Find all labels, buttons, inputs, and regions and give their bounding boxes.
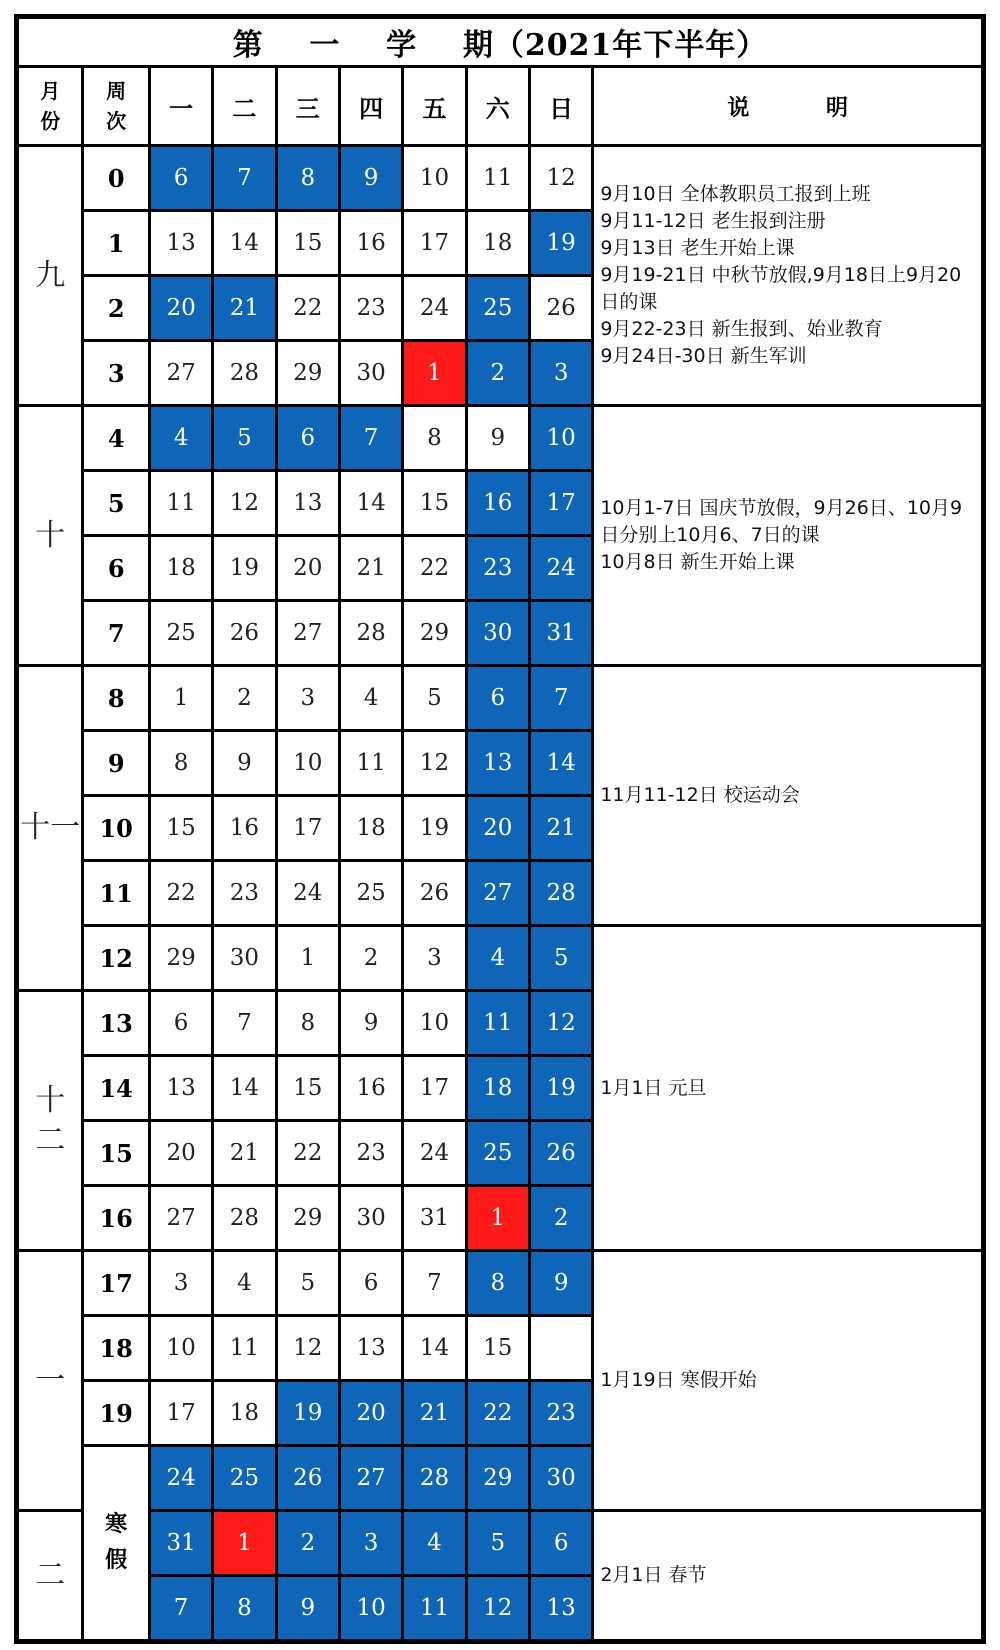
day-cell: 6	[149, 991, 212, 1056]
holiday-day-cell: 24	[149, 1446, 212, 1511]
holiday-day-cell: 19	[276, 1381, 339, 1446]
day-cell: 28	[339, 601, 402, 666]
weekday-header-wed: 三	[276, 67, 339, 146]
calendar-title: 第 一 学 期（2021年下半年）	[17, 17, 984, 67]
note-line: 9月13日 老生开始上课	[600, 237, 795, 259]
day-cell: 15	[149, 796, 212, 861]
week-number: 14	[83, 1056, 149, 1121]
day-cell: 29	[276, 341, 339, 406]
weekday-header-fri: 五	[403, 67, 466, 146]
note-line: 1月1日 元旦	[600, 1076, 707, 1099]
day-cell: 22	[403, 536, 466, 601]
day-cell: 22	[149, 861, 212, 926]
holiday-day-cell: 6	[149, 146, 212, 211]
holiday-day-cell: 30	[466, 601, 529, 666]
day-cell: 26	[529, 276, 592, 341]
day-cell: 15	[276, 1056, 339, 1121]
day-cell: 27	[149, 1186, 212, 1251]
holiday-day-cell: 25	[466, 276, 529, 341]
day-cell: 14	[213, 211, 276, 276]
day-cell: 18	[149, 536, 212, 601]
day-cell: 12	[276, 1316, 339, 1381]
day-cell: 31	[403, 1186, 466, 1251]
day-cell: 17	[403, 211, 466, 276]
day-cell: 2	[213, 666, 276, 731]
week-number: 3	[83, 341, 149, 406]
holiday-day-cell: 9	[339, 146, 402, 211]
week-number: 9	[83, 731, 149, 796]
holiday-day-cell: 8	[213, 1576, 276, 1642]
month-label-text: 十 二	[35, 1082, 66, 1158]
week-row	[17, 926, 984, 991]
month-label-text: 十一	[20, 810, 81, 845]
month-label-text: 九	[35, 257, 66, 293]
day-cell: 21	[213, 1121, 276, 1186]
week-row	[17, 1251, 984, 1316]
day-cell: 11	[339, 731, 402, 796]
day-cell: 16	[339, 1056, 402, 1121]
holiday-day-cell: 19	[529, 211, 592, 276]
holiday-day-cell: 22	[466, 1381, 529, 1446]
month-column-header	[17, 67, 83, 146]
note-line: 9月10日 全体教职员工报到上班	[600, 183, 871, 205]
day-cell: 28	[213, 1186, 276, 1251]
holiday-day-cell: 19	[529, 1056, 592, 1121]
festival-day-cell: 1	[403, 341, 466, 406]
week-number: 11	[83, 861, 149, 926]
note-line: 9月22-23日 新生报到、始业教育	[600, 318, 883, 340]
day-cell: 30	[339, 341, 402, 406]
day-cell: 30	[339, 1186, 402, 1251]
holiday-day-cell: 11	[466, 991, 529, 1056]
day-cell: 4	[339, 666, 402, 731]
holiday-day-cell: 23	[466, 536, 529, 601]
week-number: 5	[83, 471, 149, 536]
holiday-day-cell: 13	[529, 1576, 592, 1642]
holiday-day-cell: 21	[529, 796, 592, 861]
month-label-text: 二	[35, 1557, 66, 1593]
week-column-header	[83, 67, 149, 146]
holiday-day-cell: 2	[466, 341, 529, 406]
note-line: 9月11-12日 老生报到注册	[600, 210, 826, 232]
week-number: 6	[83, 536, 149, 601]
day-cell: 16	[339, 211, 402, 276]
holiday-day-cell: 4	[466, 926, 529, 991]
holiday-day-cell: 8	[276, 146, 339, 211]
week-number: 10	[83, 796, 149, 861]
note-line: 10月1-7日 国庆节放假，9月26日、10月9日分别上10月6、7日的课	[600, 497, 963, 546]
holiday-day-cell: 20	[339, 1381, 402, 1446]
title-row	[17, 17, 984, 67]
day-cell: 19	[403, 796, 466, 861]
holiday-day-cell: 11	[403, 1576, 466, 1642]
holiday-day-cell: 16	[466, 471, 529, 536]
day-cell: 12	[213, 471, 276, 536]
day-cell: 11	[213, 1316, 276, 1381]
day-cell: 17	[276, 796, 339, 861]
holiday-day-cell: 13	[466, 731, 529, 796]
holiday-day-cell: 24	[529, 536, 592, 601]
holiday-day-cell: 7	[213, 146, 276, 211]
week-number: 2	[83, 276, 149, 341]
holiday-day-cell: 6	[276, 406, 339, 471]
week-number: 1	[83, 211, 149, 276]
holiday-day-cell: 8	[466, 1251, 529, 1316]
holiday-day-cell: 7	[149, 1576, 212, 1642]
weekday-header-tue: 二	[213, 67, 276, 146]
holiday-day-cell: 9	[529, 1251, 592, 1316]
day-cell: 10	[403, 146, 466, 211]
month-column-header-text: 月 份	[40, 79, 61, 133]
day-cell: 27	[276, 601, 339, 666]
day-cell: 23	[339, 1121, 402, 1186]
holiday-day-cell: 4	[403, 1511, 466, 1576]
day-cell: 13	[339, 1316, 402, 1381]
holiday-day-cell: 12	[466, 1576, 529, 1642]
day-cell: 10	[276, 731, 339, 796]
note-line: 9月19-21日 中秋节放假,9月18日上9月20日的课	[600, 264, 962, 313]
day-cell: 1	[276, 926, 339, 991]
holiday-day-cell: 5	[529, 926, 592, 991]
note-line: 2月1日 春节	[600, 1564, 707, 1586]
note-line: 1月19日 寒假开始	[600, 1369, 757, 1391]
holiday-day-cell: 25	[213, 1446, 276, 1511]
holiday-day-cell: 30	[529, 1446, 592, 1511]
day-cell: 29	[149, 926, 212, 991]
month-label	[17, 991, 83, 1251]
holiday-day-cell: 23	[529, 1381, 592, 1446]
holiday-day-cell: 3	[339, 1511, 402, 1576]
festival-day-cell: 1	[213, 1511, 276, 1576]
day-cell: 12	[403, 731, 466, 796]
holiday-day-cell: 12	[529, 991, 592, 1056]
day-cell: 20	[276, 536, 339, 601]
day-cell: 15	[466, 1316, 529, 1381]
holiday-day-cell: 14	[529, 731, 592, 796]
day-cell: 15	[403, 471, 466, 536]
holiday-day-cell: 27	[339, 1446, 402, 1511]
holiday-day-cell: 20	[466, 796, 529, 861]
holiday-day-cell: 28	[403, 1446, 466, 1511]
note-line: 10月8日 新生开始上课	[600, 551, 795, 573]
holiday-day-cell: 5	[213, 406, 276, 471]
day-cell: 14	[403, 1316, 466, 1381]
holiday-day-cell: 31	[529, 601, 592, 666]
month-label	[17, 406, 83, 666]
day-cell: 23	[339, 276, 402, 341]
holiday-day-cell: 5	[466, 1511, 529, 1576]
holiday-day-cell: 25	[466, 1121, 529, 1186]
day-cell: 2	[339, 926, 402, 991]
note-line: 11月11-12日 校运动会	[600, 784, 800, 806]
day-cell: 11	[149, 471, 212, 536]
winter-break-text: 寒 假	[105, 1512, 128, 1573]
holiday-day-cell: 26	[276, 1446, 339, 1511]
holiday-day-cell: 31	[149, 1511, 212, 1576]
holiday-day-cell: 21	[213, 276, 276, 341]
day-cell: 27	[149, 341, 212, 406]
day-cell: 22	[276, 1121, 339, 1186]
holiday-day-cell: 18	[466, 1056, 529, 1121]
month-label	[17, 1511, 83, 1642]
holiday-day-cell: 17	[529, 471, 592, 536]
day-cell: 9	[466, 406, 529, 471]
month-label	[17, 146, 83, 406]
day-cell: 3	[149, 1251, 212, 1316]
holiday-day-cell: 27	[466, 861, 529, 926]
day-cell: 10	[403, 991, 466, 1056]
week-number: 16	[83, 1186, 149, 1251]
week-number: 15	[83, 1121, 149, 1186]
day-cell: 25	[339, 861, 402, 926]
day-cell: 22	[276, 276, 339, 341]
week-number: 8	[83, 666, 149, 731]
holiday-day-cell: 3	[529, 341, 592, 406]
day-cell: 6	[339, 1251, 402, 1316]
day-cell: 13	[276, 471, 339, 536]
day-cell: 17	[403, 1056, 466, 1121]
day-cell: 4	[213, 1251, 276, 1316]
week-row	[17, 406, 984, 471]
week-number: 17	[83, 1251, 149, 1316]
holiday-day-cell: 21	[403, 1381, 466, 1446]
day-cell: 8	[149, 731, 212, 796]
week-number: 18	[83, 1316, 149, 1381]
notes-cell	[593, 146, 984, 406]
day-cell: 7	[213, 991, 276, 1056]
holiday-day-cell: 20	[149, 276, 212, 341]
day-cell: 26	[213, 601, 276, 666]
day-cell: 24	[276, 861, 339, 926]
week-column-header-text: 周 次	[106, 79, 127, 133]
week-number: 13	[83, 991, 149, 1056]
week-row	[17, 666, 984, 731]
day-cell: 24	[403, 276, 466, 341]
holiday-day-cell: 26	[529, 1121, 592, 1186]
winter-break-label	[83, 1446, 149, 1642]
note-line: 9月24日-30日 新生军训	[600, 345, 807, 367]
holiday-day-cell: 10	[529, 406, 592, 471]
notes-column-header: 说 明	[593, 67, 984, 146]
weekday-header-mon: 一	[149, 67, 212, 146]
day-cell: 13	[149, 1056, 212, 1121]
day-cell: 19	[213, 536, 276, 601]
holiday-day-cell: 7	[339, 406, 402, 471]
holiday-day-cell: 28	[529, 861, 592, 926]
day-cell: 8	[403, 406, 466, 471]
day-cell: 21	[339, 536, 402, 601]
week-number: 12	[83, 926, 149, 991]
notes-cell	[593, 1511, 984, 1642]
day-cell: 28	[213, 341, 276, 406]
day-cell: 30	[213, 926, 276, 991]
holiday-day-cell: 29	[466, 1446, 529, 1511]
day-cell: 9	[339, 991, 402, 1056]
day-cell: 7	[403, 1251, 466, 1316]
header-row	[17, 67, 984, 146]
holiday-day-cell: 6	[466, 666, 529, 731]
week-row	[17, 146, 984, 211]
day-cell: 23	[213, 861, 276, 926]
day-cell: 14	[339, 471, 402, 536]
holiday-day-cell: 2	[276, 1511, 339, 1576]
week-number: 7	[83, 601, 149, 666]
day-cell: 17	[149, 1381, 212, 1446]
notes-cell	[593, 926, 984, 1251]
week-number: 4	[83, 406, 149, 471]
school-calendar-table	[14, 14, 986, 1644]
holiday-day-cell: 4	[149, 406, 212, 471]
day-cell: 1	[149, 666, 212, 731]
day-cell: 3	[403, 926, 466, 991]
day-cell: 3	[276, 666, 339, 731]
day-cell: 14	[213, 1056, 276, 1121]
day-cell: 12	[529, 146, 592, 211]
holiday-day-cell: 7	[529, 666, 592, 731]
notes-cell	[593, 406, 984, 666]
holiday-day-cell: 6	[529, 1511, 592, 1576]
week-number: 19	[83, 1381, 149, 1446]
month-label	[17, 666, 83, 991]
month-label	[17, 1251, 83, 1511]
notes-cell	[593, 666, 984, 926]
month-label-text: 十	[35, 517, 66, 553]
day-cell: 11	[466, 146, 529, 211]
day-cell: 18	[339, 796, 402, 861]
day-cell: 29	[276, 1186, 339, 1251]
day-cell: 13	[149, 211, 212, 276]
day-cell: 20	[149, 1121, 212, 1186]
day-cell: 16	[213, 796, 276, 861]
holiday-day-cell: 2	[529, 1186, 592, 1251]
holiday-day-cell: 10	[339, 1576, 402, 1642]
day-cell: 26	[403, 861, 466, 926]
week-number: 0	[83, 146, 149, 211]
day-cell: 8	[276, 991, 339, 1056]
day-cell: 18	[466, 211, 529, 276]
day-cell: 5	[276, 1251, 339, 1316]
day-cell: 24	[403, 1121, 466, 1186]
day-cell: 9	[213, 731, 276, 796]
day-cell: 18	[213, 1381, 276, 1446]
day-cell: 5	[403, 666, 466, 731]
day-cell: 29	[403, 601, 466, 666]
day-cell	[529, 1316, 592, 1381]
festival-day-cell: 1	[466, 1186, 529, 1251]
month-label-text: 一	[35, 1362, 66, 1398]
day-cell: 15	[276, 211, 339, 276]
week-row	[17, 1511, 984, 1576]
day-cell: 10	[149, 1316, 212, 1381]
day-cell: 25	[149, 601, 212, 666]
weekday-header-thu: 四	[339, 67, 402, 146]
weekday-header-sun: 日	[529, 67, 592, 146]
holiday-day-cell: 9	[276, 1576, 339, 1642]
notes-cell	[593, 1251, 984, 1511]
weekday-header-sat: 六	[466, 67, 529, 146]
